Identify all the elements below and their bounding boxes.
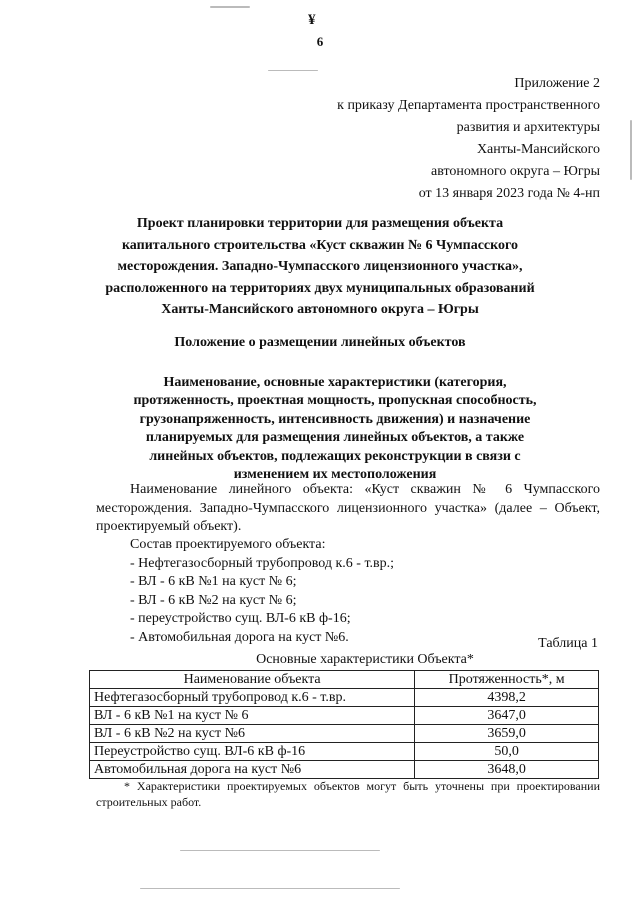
characteristics-table bbox=[89, 670, 599, 779]
heading-line: линейных объектов, подлежащих реконструкции в связи с bbox=[149, 448, 521, 464]
list-item: - ВЛ - 6 кВ №1 на куст № 6; bbox=[130, 574, 297, 589]
table-row bbox=[90, 743, 599, 761]
cell-object-name: Нефтегазосборный трубопровод к.6 - т.вр. bbox=[90, 689, 415, 707]
cell-length: 4398,2 bbox=[415, 689, 599, 707]
cell-object-name: Переустройство сущ. ВЛ-6 кВ ф-16 bbox=[90, 743, 415, 761]
appendix-line: к приказу Департамента пространственного bbox=[337, 98, 600, 113]
table-row bbox=[90, 725, 599, 743]
list-item: - Автомобильная дорога на куст №6. bbox=[130, 629, 349, 645]
scan-noise bbox=[268, 70, 318, 71]
heading-line: планируемых для размещения линейных объектов, а также bbox=[145, 430, 525, 446]
appendix-line: Приложение 2 bbox=[514, 76, 600, 91]
scan-noise bbox=[140, 888, 400, 889]
document-subtitle: Положение о размещении линейных объектов bbox=[174, 335, 466, 350]
object-name-paragraph: Наименование линейного объекта: «Куст скважин № 6 Чумпасского месторождения. Западно-Чумпасского лицензионного участка» (далее – Объект, проектируемый объект). bbox=[96, 482, 600, 534]
heading-line: Наименование, основные характеристики (категория, bbox=[163, 375, 507, 390]
table-footnote: * Характеристики проектируемых объектов могут быть уточнены при проектировании строительных работ. bbox=[96, 779, 600, 809]
cell-object-name: ВЛ - 6 кВ №2 на куст №6 bbox=[90, 725, 415, 743]
scan-noise bbox=[630, 120, 632, 180]
cell-length: 3659,0 bbox=[415, 725, 599, 743]
title-line: Ханты-Мансийского автономного округа – Югры bbox=[161, 302, 479, 317]
cell-length: 3648,0 bbox=[415, 761, 599, 779]
appendix-line: автономного округа – Югры bbox=[431, 164, 600, 179]
heading-line: протяженность, проектная мощность, пропускная способность, bbox=[133, 393, 537, 409]
list-item: - ВЛ - 6 кВ №2 на куст № 6; bbox=[130, 592, 297, 608]
column-header-length: Протяженность*, м bbox=[415, 671, 599, 689]
list-item: - Нефтегазосборный трубопровод к.6 - т.вр.; bbox=[130, 555, 395, 571]
heading-line: грузонапряженность, интенсивность движения) и назначение bbox=[139, 411, 531, 427]
cell-length: 3647,0 bbox=[415, 707, 599, 725]
document-title bbox=[70, 213, 570, 321]
list-item: - переустройство сущ. ВЛ-6 кВ ф-16; bbox=[130, 611, 351, 626]
appendix-line: развития и архитектуры bbox=[456, 120, 600, 135]
table-label: Таблица 1 bbox=[538, 636, 598, 651]
appendix-block bbox=[240, 73, 600, 205]
table-caption: Основные характеристики Объекта* bbox=[256, 652, 474, 667]
table-row bbox=[90, 761, 599, 779]
page-mark: ¥ bbox=[308, 12, 316, 28]
cell-length: 50,0 bbox=[415, 743, 599, 761]
composition-heading: Состав проектируемого объекта: bbox=[130, 537, 326, 552]
appendix-line: от 13 января 2023 года № 4-нп bbox=[418, 186, 600, 201]
title-line: капитального строительства «Куст скважин № 6 Чумпасского bbox=[121, 237, 519, 253]
table-row bbox=[90, 707, 599, 725]
title-line: расположенного на территориях двух муниципальных образований bbox=[105, 280, 535, 296]
title-line: месторождения. Западно-Чумпасского лицензионного участка», bbox=[117, 259, 523, 274]
table-header-row bbox=[90, 671, 599, 689]
table-row bbox=[90, 689, 599, 707]
composition-list bbox=[130, 536, 394, 647]
appendix-line: Ханты-Мансийского bbox=[476, 142, 600, 157]
section-heading bbox=[130, 374, 540, 484]
heading-line: изменением их местоположения bbox=[233, 467, 437, 483]
scan-noise bbox=[210, 6, 250, 8]
scan-noise bbox=[180, 850, 380, 851]
cell-object-name: Автомобильная дорога на куст №6 bbox=[90, 761, 415, 779]
cell-object-name: ВЛ - 6 кВ №1 на куст № 6 bbox=[90, 707, 415, 725]
title-line: Проект планировки территории для размещения объекта bbox=[136, 216, 504, 231]
page-number: 6 bbox=[316, 34, 324, 49]
column-header-name: Наименование объекта bbox=[90, 671, 415, 689]
